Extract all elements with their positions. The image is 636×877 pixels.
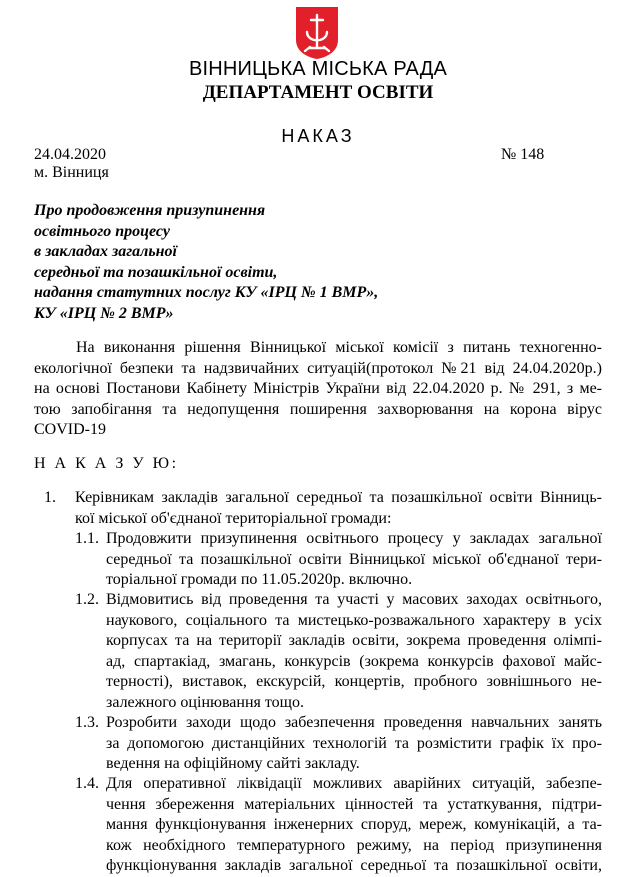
subitem-number: 1.2. <box>75 591 99 608</box>
document-city: м. Вінниця <box>34 164 109 181</box>
subitem-number: 1.4. <box>75 775 99 792</box>
subitem-line: кож необхідного температурного режиму, на період призупинення <box>106 836 602 854</box>
preamble-paragraph <box>34 338 602 441</box>
document-title: НАКАЗ <box>281 126 355 146</box>
subitem-line: терності), виставок, екскурсій, концертів, пробного зовнішнього не- <box>106 673 602 690</box>
preamble-line: COVID-19 <box>34 421 106 438</box>
subject-line: КУ «ІРЦ № 2 ВМР» <box>34 304 174 322</box>
order-heading: Н А К А З У Ю: <box>34 455 179 472</box>
preamble-line: екологічної безпеки та надзвичайних ситуацій(протокол №21 від 24.04.2020р.) <box>34 359 602 377</box>
department-name: ДЕПАРТАМЕНТ ОСВІТИ <box>202 82 434 103</box>
document-subject <box>34 201 378 324</box>
subitem-text <box>106 774 602 877</box>
subitem-line: Відмовитись від проведення та участі у масових заходах освітнього, <box>106 591 602 608</box>
subject-line: середньої та позашкільної освіти, <box>34 263 278 281</box>
subitem-line: ад, спартакіад, змагань, конкурсів (зокрема конкурсів фахової майс- <box>106 652 602 670</box>
subitem-number: 1.1. <box>75 530 99 547</box>
subitem-line: функціонування закладів загальної середньої та позашкільної освіти, <box>106 857 602 874</box>
subitem-number: 1.3. <box>75 714 99 731</box>
subitem-line: Розробити заходи щодо забезпечення проведення навчальних занять <box>106 714 602 731</box>
subitem-text <box>106 713 602 775</box>
subitem-line: середньої та позашкільної освіти Вінницької міської об'єднаної тери- <box>106 550 602 568</box>
preamble-line: на основі Постанови Кабінету Міністрів України від 22.04.2020 р. № 291, з ме- <box>34 380 602 397</box>
subitem-line: ведення на офіційному сайті закладу. <box>106 755 360 772</box>
city-coat-of-arms-icon <box>295 6 339 60</box>
subject-line: освітнього процесу <box>34 222 171 240</box>
subitem-line: мання функціонування інженерних споруд, мереж, комунікацій, а та- <box>106 816 602 833</box>
item-text <box>75 488 602 529</box>
subitem-text <box>106 590 602 713</box>
subitem-text <box>106 529 602 591</box>
preamble-line: тою запобігання та недопущення поширення захворювання на корона вірус <box>34 400 602 418</box>
item-line: Керівникам закладів загальної середньої та позашкільної освіти Вінниць- <box>75 489 602 506</box>
document-date: 24.04.2020 <box>34 146 106 163</box>
subitem-line: за допомогою дистанційних технологій та розмістити графік їх про- <box>106 734 602 752</box>
subitem-line: чення збереження матеріальних цінностей та устаткування, підтри- <box>106 795 602 813</box>
subitem-line: корпусах та на території закладів освіти, зокрема проведення олімпі- <box>106 632 602 649</box>
subject-line: Про продовження призупинення <box>34 202 266 219</box>
subitem-line: залежного оцінювання тощо. <box>106 693 304 711</box>
subitem-line: Продовжити призупинення освітнього процесу у закладах загальної <box>106 530 602 547</box>
organization-name: ВІННИЦЬКА МІСЬКА РАДА <box>188 58 448 80</box>
subitem-line: Для оперативної ліквідації можливих аварійних ситуацій, забезпе- <box>106 775 602 792</box>
subject-line: надання статутних послуг КУ «ІРЦ № 1 ВМР», <box>34 284 379 301</box>
subject-line: в закладах загальної <box>34 243 177 260</box>
document-number: № 148 <box>501 146 545 163</box>
subitem-line: торіальної громади по 11.05.2020р. включно. <box>106 571 413 588</box>
item-number: 1. <box>44 489 56 506</box>
subitem-line: наукового, соціального та мистецько-розважального характеру в усіх <box>106 611 602 629</box>
item-line: кої міської об'єднаної територіальної громади: <box>75 509 392 527</box>
preamble-line: На виконання рішення Вінницької міської комісії з питань техногенно- <box>76 339 602 356</box>
